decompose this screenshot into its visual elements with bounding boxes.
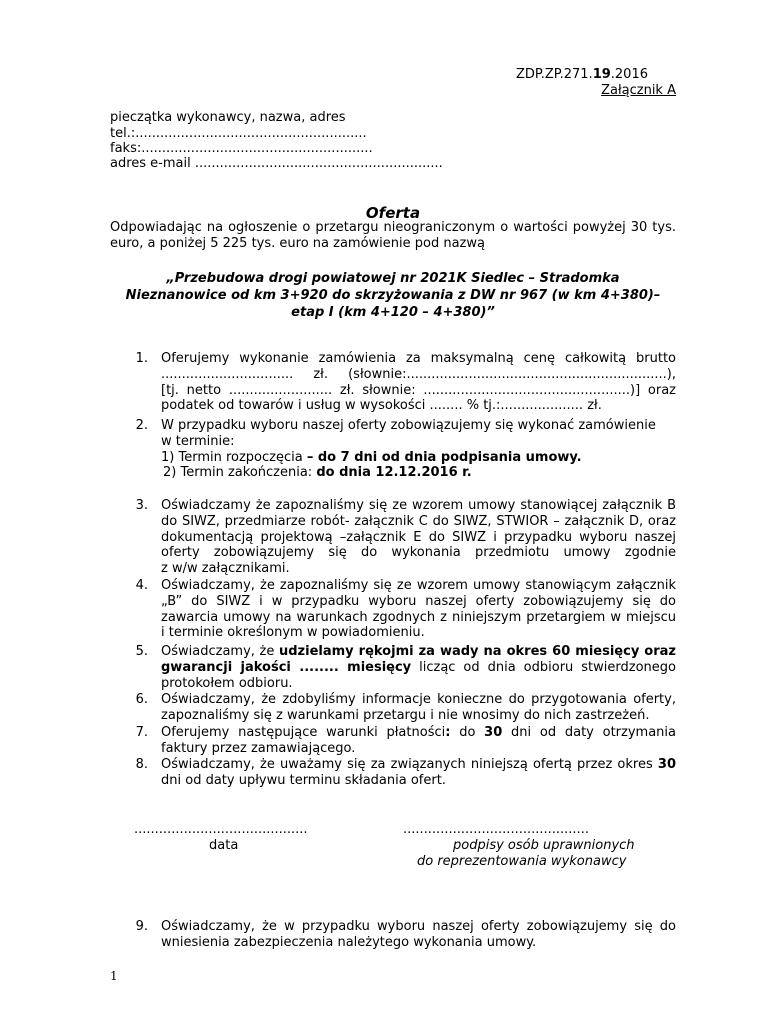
date-dotted-line: .......................................... xyxy=(134,822,308,837)
item-9-line-1: Oświadczamy, że w przypadku wyboru naszej oferty zobowiązujemy się do xyxy=(161,919,676,934)
term-start-value: – do 7 dni od dnia podpisania umowy. xyxy=(306,449,582,465)
item-number: 5. xyxy=(135,644,148,659)
term-start-label: 1) Termin rozpoczęcia xyxy=(161,449,307,465)
list-item-information xyxy=(161,692,676,724)
list-item-contract-docs xyxy=(161,498,676,577)
item-7-line-1 xyxy=(161,725,676,741)
term-end-label: 2) Termin zakończenia: xyxy=(163,465,317,481)
document-reference xyxy=(516,67,648,83)
item-number: 6. xyxy=(135,692,148,707)
item-4-line-4: i terminie określonym w powiadomieniu. xyxy=(161,625,425,641)
signature-label-2: do reprezentowania wykonawcy xyxy=(417,854,627,869)
item-6-line-1: Oświadczamy, że zdobyliśmy informacje konieczne do przygotowania oferty, xyxy=(161,692,676,707)
project-title-line-3: etap I (km 4+120 – 4+380)” xyxy=(291,305,495,320)
item-number: 3. xyxy=(135,498,148,513)
payment-up-to: do xyxy=(450,725,485,740)
signature-dotted-line: ............................................. xyxy=(403,822,589,837)
list-item-price xyxy=(161,351,676,414)
warranty-period: udzielamy rękojmi za wady na okres 60 miesięcy oraz xyxy=(278,644,676,659)
project-title-line-1: „Przebudowa drogi powiatowej nr 2021K Siedlec – Stradomka xyxy=(166,271,620,286)
item-2-line-2: w terminie: xyxy=(161,433,235,449)
list-item-binding-period xyxy=(161,757,676,789)
item-3-line-1: Oświadczamy że zapoznaliśmy się ze wzorem umowy stanowiącej załącznik B xyxy=(161,498,676,513)
ref-prefix: ZDP.ZP.271. xyxy=(516,67,593,82)
item-7-line-2: faktury przez zamawiającego. xyxy=(161,740,356,756)
date-label: data xyxy=(209,838,239,853)
item-3-line-2: do SIWZ, przedmiarze robót- załącznik C do SIWZ, STWIOR – załącznik D, oraz xyxy=(161,513,676,529)
list-item-deadline xyxy=(161,418,676,481)
payment-intro: Oferujemy następujące warunki płatności xyxy=(161,725,446,740)
item-8-line-2: dni od daty upływu terminu składania ofert. xyxy=(161,772,446,788)
payment-days: 30 xyxy=(484,725,503,740)
intro-line-1: Odpowiadając na ogłoszenie o przetargu nieograniczonym o wartości powyżej 30 tys. xyxy=(110,220,676,235)
item-3-line-4: oferty zobowiązujemy się do wykonania przedmiotu umowy zgodnie xyxy=(161,545,676,561)
intro-paragraph xyxy=(110,220,676,252)
item-2-term-end xyxy=(161,465,676,481)
item-5-line-2 xyxy=(161,660,676,676)
page-title: Oferta xyxy=(365,204,421,222)
ref-year: .2016 xyxy=(610,67,648,82)
item-1-line-1: Oferujemy wykonanie zamówienia za maksymalną cenę całkowitą brutto xyxy=(161,351,676,366)
item-4-line-2: „B” do SIWZ i w przypadku wyboru naszej oferty zobowiązujemy się do xyxy=(161,593,676,609)
contractor-email: adres e-mail ............................................................ xyxy=(110,156,443,171)
contractor-stamp-label: pieczątka wykonawcy, nazwa, adres xyxy=(110,110,346,125)
contractor-tel: tel.:........................................................ xyxy=(110,126,367,141)
payment-condition: dni od daty otrzymania xyxy=(502,725,676,740)
warranty-intro: Oświadczamy, że xyxy=(161,644,279,659)
contractor-fax: faks:........................................................ xyxy=(110,141,373,156)
item-9-line-2: wniesienia zabezpieczenia należytego wykonania umowy. xyxy=(161,934,537,950)
page-number: 1 xyxy=(110,969,118,983)
list-item-payment xyxy=(161,725,676,757)
item-4-line-3: zawarcia umowy na warunkach zgodnych z niniejszym przetargiem w miejscu xyxy=(161,609,676,625)
binding-intro: Oświadczamy, że uważamy się za związanych niniejszą ofertą przez okres xyxy=(161,757,658,772)
item-8-line-1 xyxy=(161,757,676,773)
item-number: 4. xyxy=(135,578,148,593)
item-5-line-1 xyxy=(161,644,676,660)
signature-label-1: podpisy osób uprawnionych xyxy=(453,838,635,853)
project-title xyxy=(110,270,676,321)
item-number: 2. xyxy=(135,418,148,433)
item-6-line-2: zapoznaliśmy się z warunkami przetargu i nie wnosimy do nich zastrzeżeń. xyxy=(161,707,650,723)
binding-days: 30 xyxy=(657,757,676,772)
item-number: 9. xyxy=(135,919,148,934)
item-4-line-1: Oświadczamy, że zapoznaliśmy się ze wzorem umowy stanowiącym załącznik xyxy=(161,578,676,593)
attachment-label: Załącznik A xyxy=(601,83,676,98)
item-number: 1. xyxy=(135,351,148,366)
ref-number: 19 xyxy=(592,67,611,82)
item-number: 7. xyxy=(135,725,148,740)
list-item-agreement xyxy=(161,578,676,641)
item-5-line-3: protokołem odbioru. xyxy=(161,675,293,691)
item-1-line-2: ................................ zł. (słownie:...............................................................), xyxy=(161,366,676,382)
item-2-line-1: W przypadku wyboru naszej oferty zobowiązujemy się wykonać zamówienie xyxy=(161,418,656,433)
guarantee-period: gwarancji jakości ........ miesięcy xyxy=(161,659,412,675)
item-2-term-start xyxy=(161,450,676,466)
item-1-line-3: [tj. netto ......................... zł. słownie: ..................................................)] oraz xyxy=(161,382,676,398)
item-3-line-5: z w/w załącznikami. xyxy=(161,561,290,577)
project-title-line-2: Nieznanowice od km 3+920 do skrzyżowania z DW nr 967 (w km 4+380)– xyxy=(125,288,661,303)
item-number: 8. xyxy=(135,757,148,772)
guarantee-condition: licząc od dnia odbioru stwierdzonego xyxy=(411,659,676,675)
intro-line-2: euro, a poniżej 5 225 tys. euro na zamówienie pod nazwą xyxy=(110,236,485,251)
item-1-line-4: podatek od towarów i usług w wysokości ........ % tj.:.................... zł. xyxy=(161,398,602,414)
item-3-line-3: dokumentacją projektową –załącznik E do SIWZ i przypadku wyboru naszej xyxy=(161,529,676,545)
list-item-security-deposit xyxy=(161,919,676,951)
payment-colon: : xyxy=(445,725,451,740)
list-item-warranty xyxy=(161,644,676,691)
term-end-value: do dnia 12.12.2016 r. xyxy=(316,465,472,481)
